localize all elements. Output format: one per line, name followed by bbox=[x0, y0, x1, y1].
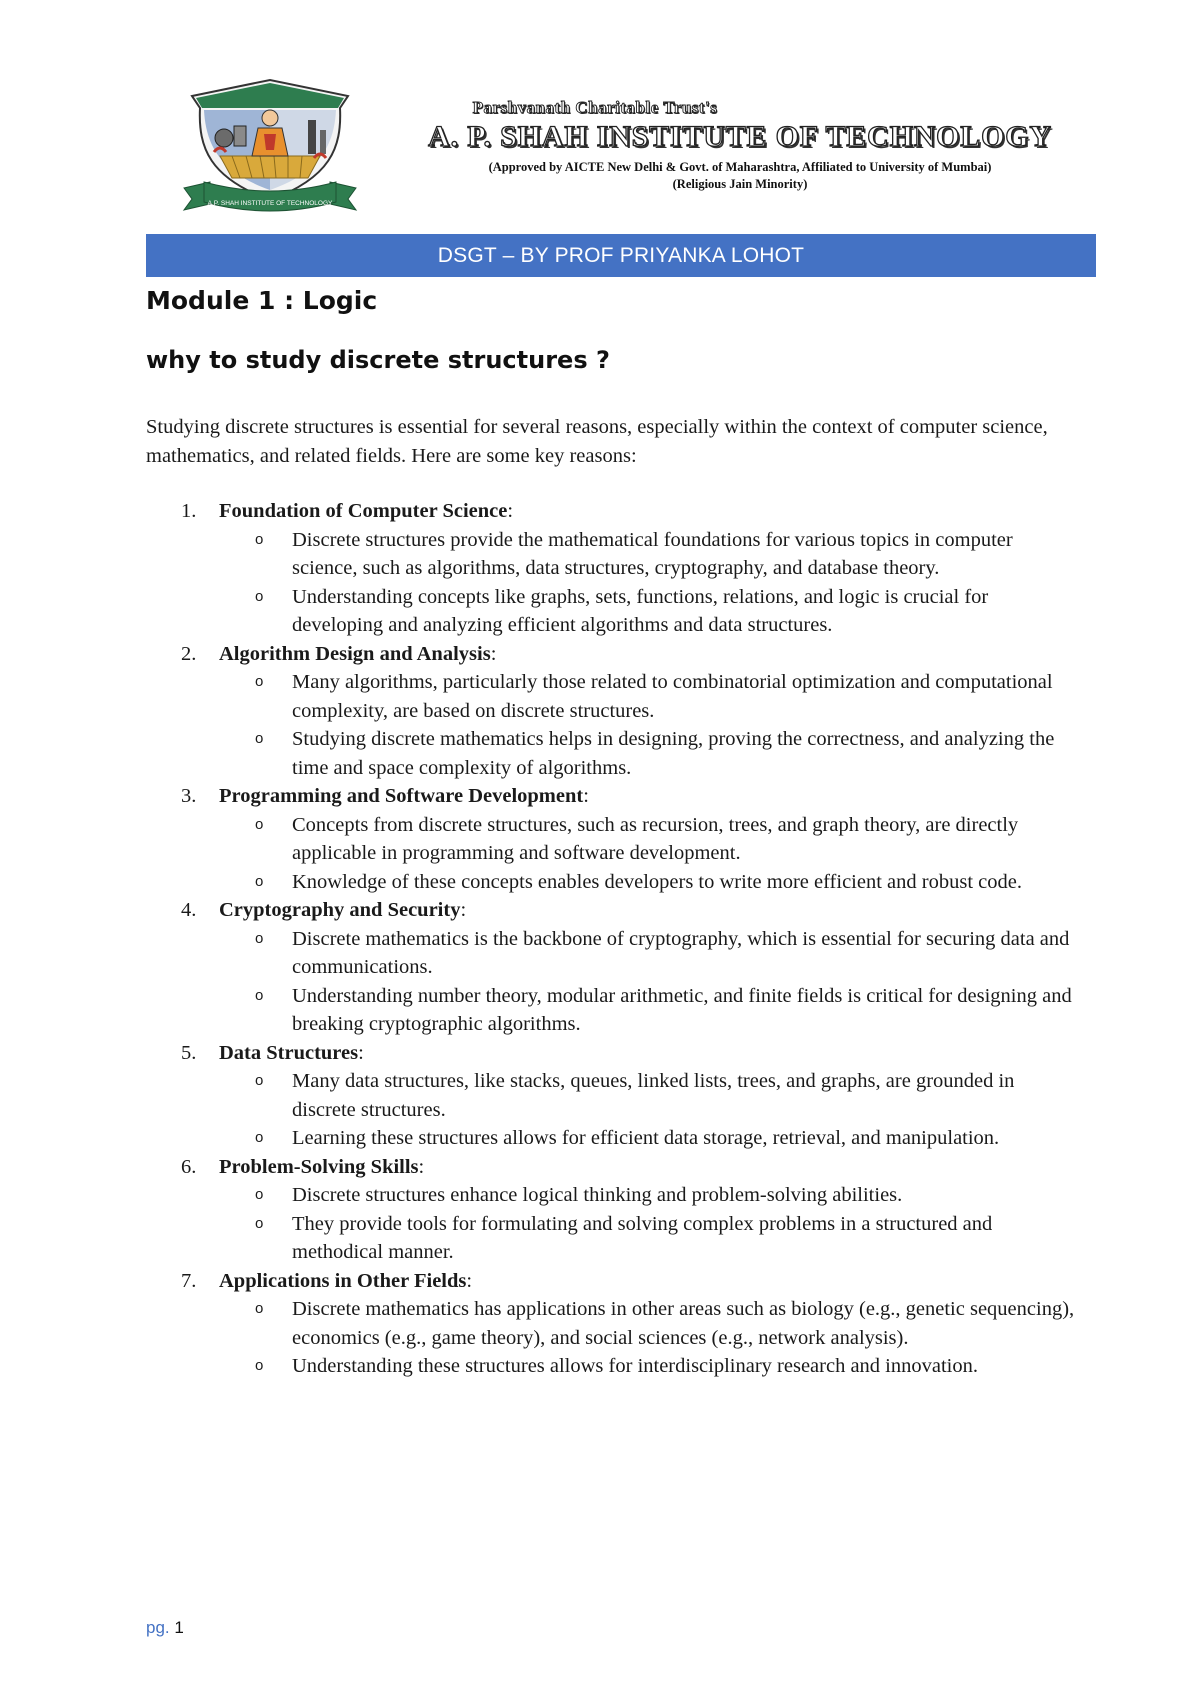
page-number: 1 bbox=[174, 1618, 184, 1637]
reason-item bbox=[146, 1039, 1076, 1153]
minority-line: (Religious Jain Minority) bbox=[672, 177, 808, 191]
bullet-icon: o bbox=[255, 1300, 264, 1317]
point-text: Discrete mathematics has applications in other areas such as biology (e.g., genetic sequencing), economics (e.g., game theory), and social sciences (e.g., network analysis). bbox=[292, 1298, 1075, 1349]
reason-points bbox=[219, 1295, 1076, 1381]
reason-points bbox=[219, 526, 1076, 640]
institute-name: A. P. SHAH INSTITUTE OF TECHNOLOGY bbox=[428, 120, 1052, 153]
page-footer bbox=[146, 1618, 184, 1638]
point-item bbox=[219, 1352, 1076, 1381]
bullet-icon: o bbox=[255, 1357, 264, 1374]
approval-line: (Approved by AICTE New Delhi & Govt. of Maharashtra, Affiliated to University of Mumbai) bbox=[488, 160, 992, 174]
point-item bbox=[219, 868, 1076, 897]
bullet-icon: o bbox=[255, 587, 264, 605]
document-body bbox=[146, 413, 1076, 1381]
point-text: Discrete structures provide the mathematical foundations for various topics in computer science, such as algorithms, data structures, cryptography, and database theory. bbox=[292, 528, 1013, 579]
reason-title: Applications in Other Fields bbox=[219, 1269, 467, 1292]
reason-number: 4. bbox=[181, 899, 197, 921]
reason-colon: : bbox=[507, 500, 514, 522]
bullet-icon: o bbox=[255, 986, 264, 1004]
bullet-icon: o bbox=[255, 1186, 264, 1203]
reason-title: Programming and Software Development bbox=[219, 785, 584, 807]
bullet-icon: o bbox=[255, 1072, 264, 1089]
reason-title: Cryptography and Security bbox=[219, 899, 461, 921]
course-banner: DSGT – BY PROF PRIYANKA LOHOT bbox=[146, 234, 1096, 277]
reason-number: 3. bbox=[181, 785, 197, 807]
reason-number: 7. bbox=[181, 1269, 197, 1292]
page-label: pg. bbox=[146, 1618, 170, 1637]
point-text: Knowledge of these concepts enables developers to write more efficient and robust code. bbox=[292, 870, 1022, 893]
reason-number: 5. bbox=[181, 1041, 197, 1064]
reason-points bbox=[219, 668, 1076, 782]
point-item bbox=[219, 982, 1076, 1039]
reason-colon: : bbox=[490, 642, 497, 665]
reason-number: 1. bbox=[181, 500, 197, 522]
reason-item bbox=[146, 896, 1076, 1039]
point-text: Studying discrete mathematics helps in designing, proving the correctness, and analyzing the time and space complexity of algorithms. bbox=[292, 728, 1055, 779]
point-text: Many data structures, like stacks, queues, linked lists, trees, and graphs, are grounded in discrete structures. bbox=[292, 1070, 1015, 1121]
point-text: Discrete mathematics is the backbone of cryptography, which is essential for securing data and communications. bbox=[292, 927, 1070, 978]
reason-item bbox=[146, 1153, 1076, 1267]
reason-item bbox=[146, 782, 1076, 896]
reason-item bbox=[146, 640, 1076, 783]
point-item bbox=[219, 583, 1076, 640]
bullet-icon: o bbox=[255, 1129, 264, 1146]
point-item bbox=[219, 725, 1076, 782]
point-text: Understanding number theory, modular arithmetic, and finite fields is critical for designing and breaking cryptographic algorithms. bbox=[292, 984, 1072, 1035]
bullet-icon: o bbox=[255, 1214, 264, 1232]
point-text: Concepts from discrete structures, such as recursion, trees, and graph theory, are directly applicable in programming and software development. bbox=[292, 813, 1019, 864]
bullet-icon: o bbox=[255, 929, 264, 947]
point-item bbox=[219, 811, 1076, 868]
bullet-icon: o bbox=[255, 530, 264, 548]
reason-item bbox=[146, 497, 1076, 640]
reason-item bbox=[146, 1267, 1076, 1381]
reason-points bbox=[219, 1181, 1076, 1267]
reasons-list bbox=[146, 497, 1076, 1381]
point-item bbox=[219, 1124, 1076, 1153]
point-text: Understanding these structures allows for interdisciplinary research and innovation. bbox=[292, 1355, 978, 1377]
point-item bbox=[219, 1295, 1076, 1352]
reason-colon: : bbox=[418, 1155, 425, 1178]
reason-points bbox=[219, 811, 1076, 897]
point-text: Many algorithms, particularly those related to combinatorial optimization and computational complexity, are based on discrete structures. bbox=[292, 671, 1053, 722]
point-item bbox=[219, 925, 1076, 982]
reason-colon: : bbox=[583, 785, 589, 807]
bullet-icon: o bbox=[255, 673, 264, 690]
reason-colon: : bbox=[466, 1269, 473, 1292]
crest-ribbon-text: A.P. SHAH INSTITUTE OF TECHNOLOGY bbox=[207, 200, 333, 207]
point-item bbox=[219, 526, 1076, 583]
bullet-icon: o bbox=[255, 872, 264, 890]
bullet-icon: o bbox=[255, 815, 264, 833]
point-item bbox=[219, 1181, 1076, 1210]
point-text: They provide tools for formulating and solving complex problems in a structured and methodical manner. bbox=[292, 1212, 993, 1263]
reason-points bbox=[219, 925, 1076, 1039]
reason-colon: : bbox=[358, 1041, 364, 1064]
module-title: Module 1 : Logic bbox=[146, 286, 378, 315]
reason-colon: : bbox=[460, 899, 467, 921]
reason-title: Foundation of Computer Science bbox=[219, 500, 508, 522]
reason-points bbox=[219, 1067, 1076, 1153]
trust-name: Parshvanath Charitable Trust's bbox=[472, 98, 718, 117]
section-title: why to study discrete structures ? bbox=[146, 346, 610, 374]
reason-title: Algorithm Design and Analysis bbox=[219, 642, 491, 665]
institute-header bbox=[180, 78, 1100, 218]
point-text: Learning these structures allows for efficient data storage, retrieval, and manipulation. bbox=[292, 1127, 1000, 1149]
intro-paragraph: Studying discrete structures is essential for several reasons, especially within the context of computer science, mathematics, and related fields. Here are some key reasons: bbox=[146, 416, 1048, 467]
point-text: Understanding concepts like graphs, sets, functions, relations, and logic is crucial for developing and analyzing efficient algorithms and data structures. bbox=[292, 585, 989, 636]
reason-title: Problem-Solving Skills bbox=[219, 1155, 419, 1178]
reason-number: 6. bbox=[181, 1155, 197, 1178]
point-item bbox=[219, 668, 1076, 725]
reason-number: 2. bbox=[181, 642, 197, 665]
bullet-icon: o bbox=[255, 730, 264, 747]
point-item bbox=[219, 1210, 1076, 1267]
reason-title: Data Structures bbox=[219, 1041, 359, 1064]
institute-title-block bbox=[380, 98, 1100, 192]
point-item bbox=[219, 1067, 1076, 1124]
point-text: Discrete structures enhance logical thinking and problem-solving abilities. bbox=[292, 1184, 903, 1206]
